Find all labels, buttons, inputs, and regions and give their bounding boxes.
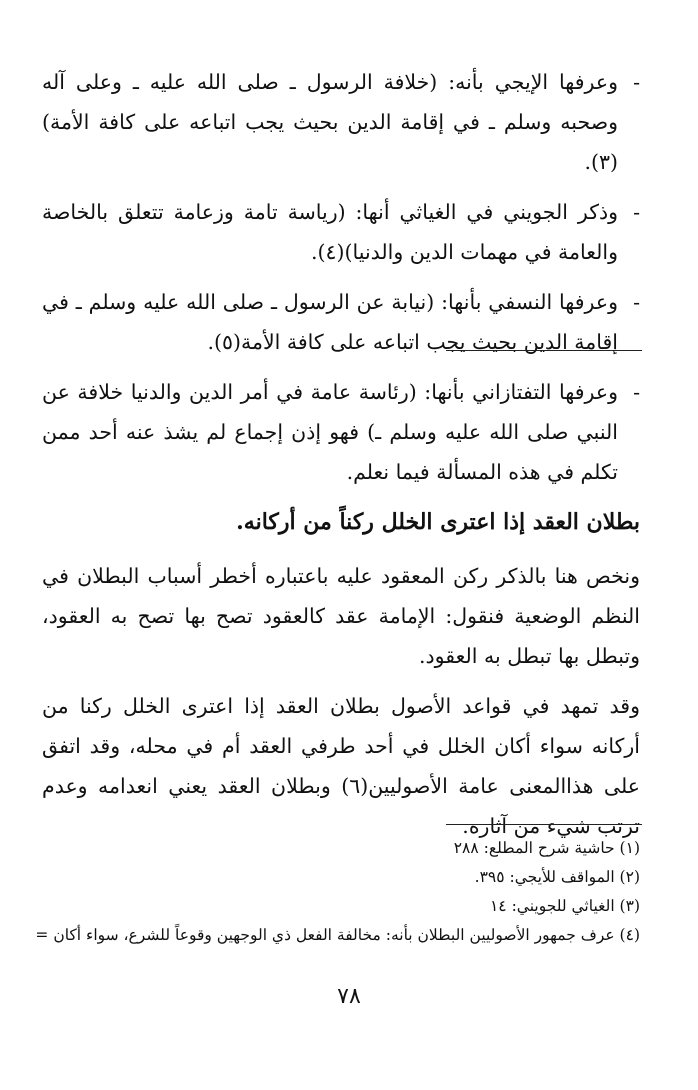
definition-text: وذكر الجويني في الغياثي أنها: (رياسة تامة وزعامة تتعلق بالخاصة والعامة في مهمات الدين والدنيا)(٤). (42, 200, 618, 264)
footnote-item: (٣) الغياثي للجويني: ١٤ (489, 897, 640, 915)
page-number: ٧٨ (337, 984, 361, 1009)
footnote-item: (٢) المواقف للأيجي: ٣٩٥. (474, 868, 640, 886)
top-divider (446, 350, 642, 351)
bullet-dash: - (633, 290, 640, 314)
definition-text: وعرفها النسفي بأنها: (نيابة عن الرسول ـ صلى الله عليه وسلم ـ في إقامة الدين بحيث يجب اتباعه على كافة الأمة(٥). (42, 290, 618, 354)
bullet-dash: - (633, 70, 640, 94)
definition-item-ijii (42, 62, 640, 182)
body-paragraph: ونخص هنا بالذكر ركن المعقود عليه باعتباره أخطر أسباب البطلان في النظم الوضعية فنقول: الإمامة عقد كالعقود تصح بها تصح به العقود، وتبطل بها تبطل به العقود. (42, 564, 640, 668)
footnote-item: (١) حاشية شرح المطلع: ٢٨٨ (453, 839, 640, 857)
bullet-dash: - (633, 200, 640, 224)
definition-text: وعرفها الإيجي بأنه: (خلافة الرسول ـ صلى الله عليه ـ وعلى آله وصحبه وسلم ـ في إقامة الدين بحيث يجب اتباعه على كافة الأمة)(٣). (42, 70, 618, 174)
definition-item-taftazani (42, 372, 640, 492)
footnote-item: (٤) عرف جمهور الأصوليين البطلان بأنه: مخالفة الفعل ذي الوجهين وقوعاً للشرع، سواء أكان = (35, 926, 640, 944)
definition-item-juwayni (42, 192, 640, 272)
section-heading: بطلان العقد إذا اعترى الخلل ركناً من أركانه. (236, 509, 640, 535)
footnotes (30, 834, 640, 950)
footnote-divider (446, 824, 642, 825)
body-paragraph: وقد تمهد في قواعد الأصول بطلان العقد إذا اعترى الخلل ركنا من أركانه سواء أكان الخلل في أحد طرفي العقد أم في محله، وقد اتفق على هذاالمعنى عامة الأصوليين(٦) وبطلان العقد يعني انعدامه وعدم ترتب شيء من آثاره. (42, 694, 640, 838)
bullet-dash: - (633, 380, 640, 404)
definition-text: وعرفها التفتازاني بأنها: (رئاسة عامة في أمر الدين والدنيا خلافة عن النبي صلى الله عليه وسلم ـ) فهو إذن إجماع لم يشذ عنه أحد ممن تكلم في هذه المسألة فيما نعلم. (42, 380, 618, 484)
